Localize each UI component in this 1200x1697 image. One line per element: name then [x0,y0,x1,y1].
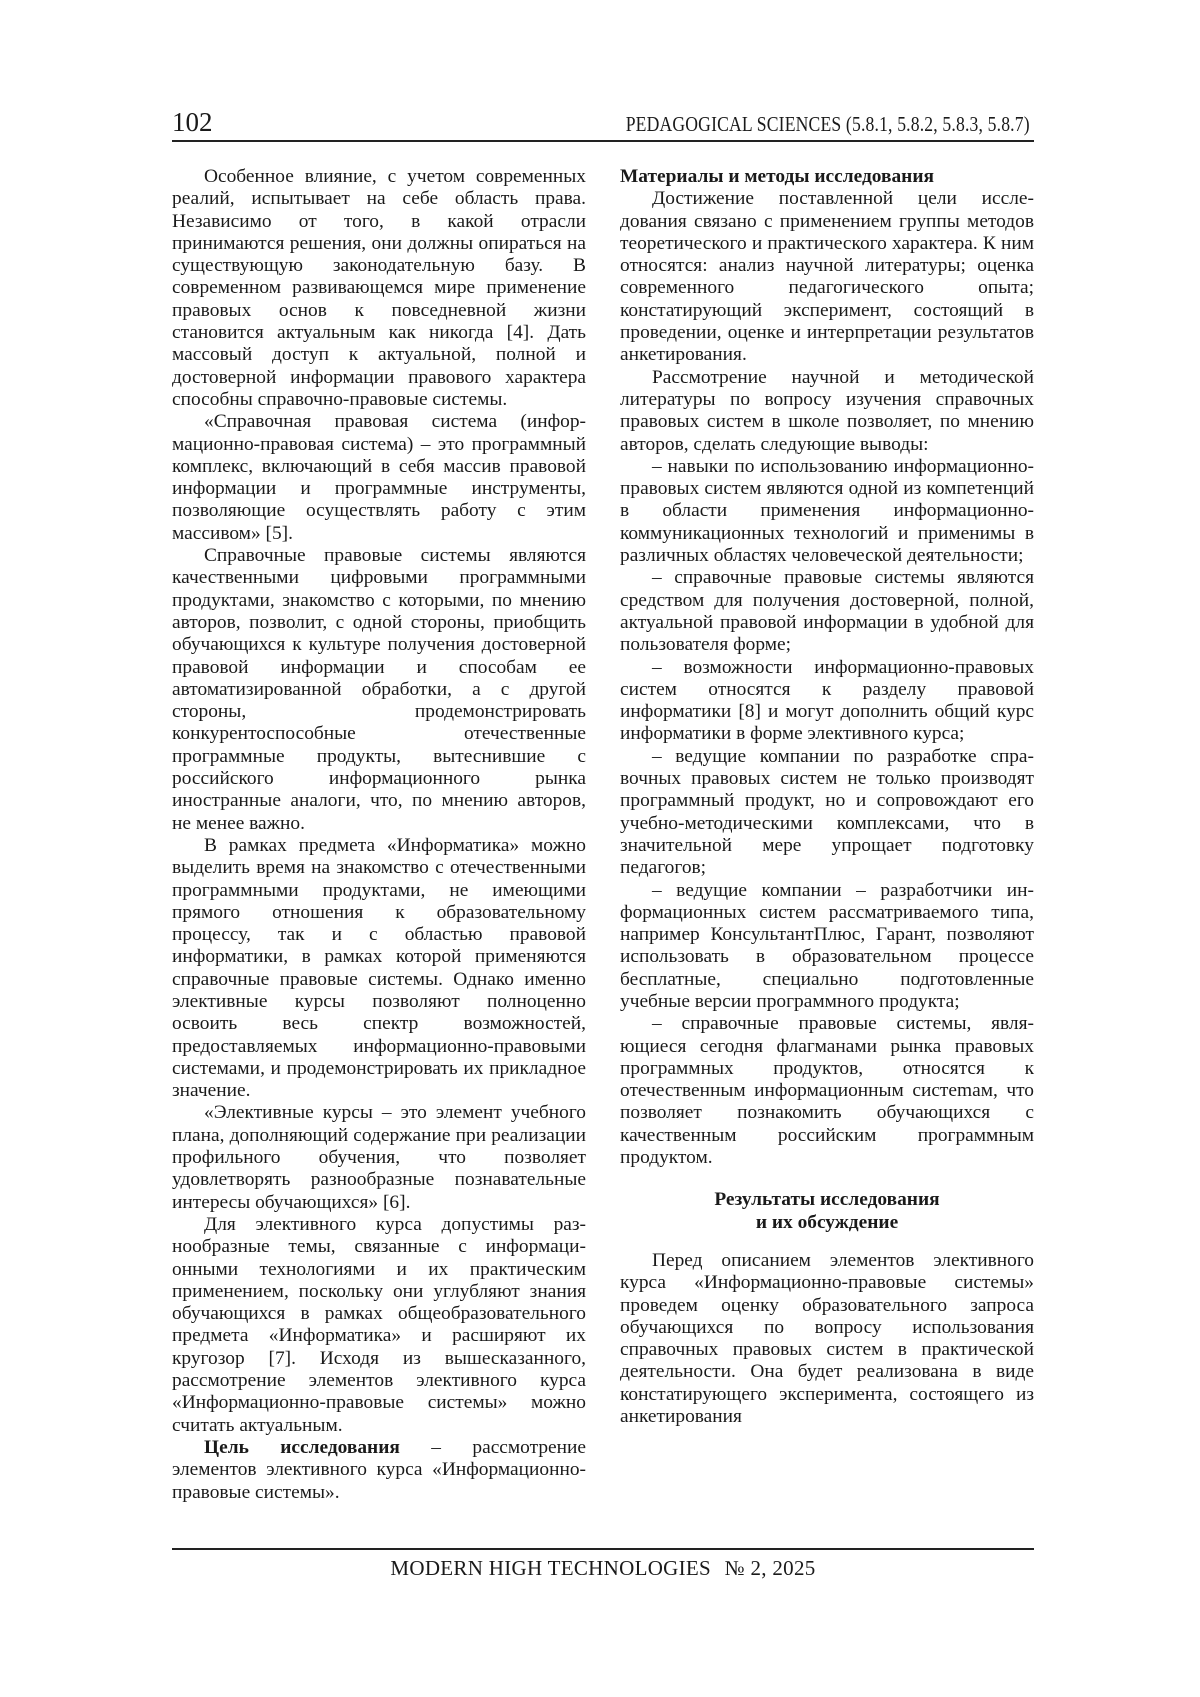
footer-text [172,1556,1034,1580]
list-item: – ведущие компании по разработке справочных правовых систем не только производят программный продукт, но и сопровождают его учебно-методическими комплексами, что в значительной мере упрощает подготовку педагогов; [620,745,1034,879]
paragraph: «Элективные курсы – это элемент учебного плана, дополняющий содержание при реализации профильного обучения, что позволяет удовлетворять разнообразные познавательные интересы обучающихся» [6]. [172,1102,586,1213]
page-header [172,104,1034,142]
page-footer [172,1548,1034,1580]
paragraph: «Справочная правовая система (информационно-правовая система) – это программный комплекс, включающий в себя массив правовой информации и программные инструменты, позволяющие осуществлять работу с этим массивом» [5]. [172,411,586,544]
paragraph: Особенное влияние, с учетом современных реалий, испытывает на себе область права. Независимо от того, в какой отрасли принимаются решения, они должны опираться на существующую законодательную базу. В современном развивающемся мире применение правовых основ к повседневной жизни становится актуальным как никогда [4]. Дать массовый доступ к актуальной, полной и достоверной информации правового характера способны справочно-правовые системы. [172,166,586,410]
journal-section-title: PEDAGOGICAL SCIENCES (5.8.1, 5.8.2, 5.8.3, 5.8.7) [625,112,1030,136]
section-heading-methods: Материалы и методы исследования [620,166,934,187]
section-heading-results-line1: Результаты исследования [714,1189,940,1211]
list-item: – навыки по использованию информационно-правовых систем являются одной из компетенций в области применения информационно-коммуникационных технологий и применимы в различных областях человеческой деятельности; [620,455,1034,567]
list-item: – возможности информационно-правовых систем относятся к разделу правовой информатики [8] и могут дополнить общий курс информатики в форме элективного курса; [620,656,1034,745]
paragraph: Рассмотрение научной и методической литературы по вопросу изучения справочных правовых систем в школе позволяет, по мнению авторов, сделать следующие выводы: [620,366,1034,455]
paragraph: Для элективного курса допустимы разнообразные темы, связанные с информационными технологиями и их практическим применением, поскольку они углубляют знания обучающихся в рамках общеобразовательного предмета «Информатика» и расширяют их кругозор [7]. Исходя из вышесказанного, рассмотрение элементов элективного курса «Информационно-правовые системы» можно считать актуальным. [172,1213,586,1436]
research-aim-paragraph [172,1437,586,1504]
page-number: 102 [172,107,213,137]
footer-issue: № 2, 2025 [724,1556,816,1580]
paragraph: Достижение поставленной цели исследования связано с применением группы методов теоретического и практического характера. К ним относятся: анализ научной литературы; оценка современного педагогического опыта; констатирующий эксперимент, состоящий в проведении, оценке и интерпретации результатов анкетирования. [620,188,1034,366]
footer-journal-name: MODERN HIGH TECHNOLOGIES [390,1556,712,1580]
section-heading-results [620,1189,1034,1234]
list-item: – справочные правовые системы, являющиеся сегодня флагманами рынка правовых программных продуктов, относятся к отечественным информационным систеmам, что позволяет познакомить обучающихся с качественным российским программным продуктом. [620,1013,1034,1169]
section-heading-results-line2: и их обсуждение [755,1211,899,1233]
list-item: – справочные правовые системы являются средством для получения достоверной, полной, актуальной правовой информации в удобной для пользователя форме; [620,567,1034,656]
research-aim-label: Цель исследования [204,1436,400,1458]
paragraph: Перед описанием элементов элективного курса «Информационно-правовые системы» проведем оценку образовательного запроса обучающихся по вопросу использования справочных правовых систем в практической деятельности. Она будет реализована в виде констатирующего эксперимента, состоящего из анкетирования [620,1249,1034,1428]
left-column [172,166,586,1504]
list-item: – ведущие компании – разработчики информационных систем рассматриваемого типа, например КонсультантПлюс, Гарант, позволяют использовать в образовательном процессе бесплатные, специально подготовленные учебные версии программного продукта; [620,879,1034,1012]
paragraph: Справочные правовые системы являются качественными цифровыми программными продуктами, знакомство с которыми, по мнению авторов, позволит, с одной стороны, приобщить обучающихся к культуре получения достоверной правовой информации и способам ее автоматизированной обработки, а с другой стороны, продемонстрировать конкурентоспособные отечественные программные продукты, вытеснившие с российского информационного рынка иностранные аналоги, что, по мнению авторов, не менее важно. [172,545,586,834]
right-column [620,166,1034,1428]
paragraph: В рамках предмета «Информатика» можно выделить время на знакомство с отечественными программными продуктами, не имеющими прямого отношения к образовательному процессу, так и с областью правовой информатики, в рамках которой применяются справочные правовые системы. Однако именно элективные курсы позволяют полноценно освоить весь спектр возможностей, предоставляемых информационно-правовыми системами, и продемонстрировать их прикладное значение. [172,834,586,1102]
research-aim-text: – рассмотрение элементов элективного курса «Информационно-правовые системы». [172,1436,586,1503]
